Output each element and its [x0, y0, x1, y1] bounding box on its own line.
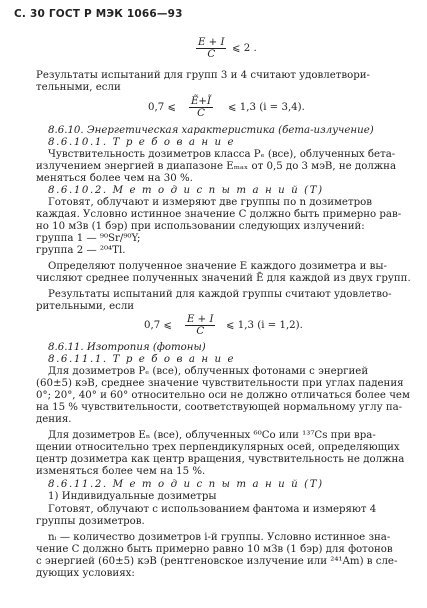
page-header: С. 30 ГОСТ Р МЭК 1066—93	[14, 8, 183, 20]
formula-3-denominator: C	[196, 326, 205, 337]
paragraph-line: Готовят, облучают с использованием фантома и измеряют 4	[48, 504, 377, 515]
formula-3-lhs: 0,7 ⩽	[144, 320, 172, 331]
subsection-heading-method: 8.6.11.2. М е т о д и с п ы т а н и й (Т)	[48, 479, 324, 490]
paragraph-line: центр дозиметра как центр вращения, чувствительность не должна	[36, 454, 405, 465]
paragraph-line: дующих условиях:	[36, 568, 135, 579]
paragraph-line: Чувствительность дозиметров класса Pₑ (все), облученных бета-	[48, 149, 396, 160]
paragraph-line: 1) Индивидуальные дозиметры	[48, 491, 217, 502]
formula-fraction-2	[189, 96, 213, 119]
paragraph-line: чение C должно быть примерно равно 10 мЗв (1 бэр) для фотонов	[36, 544, 393, 555]
paragraph-line: каждая. Условно истинное значение C должно быть примерно рав-	[36, 209, 402, 220]
formula-1-rhs: ⩽ 2 .	[232, 43, 257, 54]
paragraph-line: меняться более чем на 30 %.	[36, 173, 193, 184]
paragraph-line: (60±5) кэВ, среднее значение чувствительности при углах падения	[36, 378, 404, 389]
section-heading-8-6-11: 8.6.11. Изотропия (фотоны)	[48, 342, 206, 353]
paragraph-line: Готовят, облучают и измеряют две группы по n дозиметров	[48, 197, 372, 208]
paragraph-line: рительными, если	[36, 301, 135, 312]
paragraph-line: Для дозиметров Eₙ (все), облученных ⁶⁰Co или ¹³⁷Cs при вра-	[48, 430, 376, 441]
formula-fraction-1	[196, 37, 226, 60]
paragraph-line: 0°; 20°, 40° и 60° относительно оси не должно отличаться более чем	[36, 390, 410, 401]
paragraph-line: излучением энергией в диапазоне Eₘₐₓ от 0,5 до 3 мэВ, не должна	[36, 161, 397, 172]
subsection-heading-method: 8.6.10.2. М е т о д и с п ы т а н и й (Т)	[48, 185, 324, 196]
paragraph-line: Определяют полученное значение E каждого дозиметра и вы-	[48, 261, 387, 272]
formula-1-numerator: E + I	[198, 37, 225, 48]
formula-fraction-3	[185, 314, 215, 337]
paragraph-line: Результаты испытаний для групп 3 и 4 считают удовлетвори-	[36, 70, 370, 81]
paragraph-line: группа 2 — ²⁰⁴Tl.	[36, 245, 126, 256]
subsection-heading-requirement: 8.6.11.1. Т р е б о в а н и е	[48, 354, 236, 365]
formula-2-rhs: ⩽ 1,3 (i = 3,4).	[228, 102, 305, 113]
formula-2-numerator: Ẽ+Ĩ	[191, 96, 211, 107]
section-heading-8-6-10: 8.6.10. Энергетическая характеристика (бета-излучение)	[48, 125, 374, 136]
paragraph-line: тельными, если	[36, 82, 121, 93]
paragraph-line: на 15 % чувствительности, соответствующей нормальному углу па-	[36, 402, 403, 413]
paragraph-line: изменяться более чем на 15 %.	[36, 466, 206, 477]
paragraph-line: дения.	[36, 414, 72, 425]
paragraph-line: с энергией (60±5) кэВ (рентгеновское излучение или ²⁴¹Am) в сле-	[36, 556, 398, 567]
paragraph-line: Результаты испытаний для каждой группы считают удовлетво-	[48, 289, 392, 300]
paragraph-line: nᵢ — количество дозиметров i-й группы. Условно истинное зна-	[48, 532, 391, 543]
subsection-heading-requirement: 8.6.10.1. Т р е б о в а н и е	[48, 137, 236, 148]
paragraph-line: но 10 мЗв (1 бэр) при использовании следующих излучений:	[36, 221, 365, 232]
paragraph-line: числяют среднее полученных значений Ē для каждой из двух групп.	[36, 273, 411, 284]
formula-1-denominator: C	[207, 49, 216, 60]
formula-3-numerator: E + I	[187, 314, 214, 325]
formula-2-lhs: 0,7 ⩽	[148, 102, 176, 113]
formula-3-rhs: ⩽ 1,3 (i = 1,2).	[226, 320, 303, 331]
paragraph-line: щении относительно трех перпендикулярных осей, определяющих	[36, 442, 400, 453]
paragraph-line: Для дозиметров Pₑ (все), облученных фотонами с энергией	[48, 366, 369, 377]
formula-2-denominator: C	[197, 108, 205, 119]
paragraph-line: группы дозиметров.	[36, 516, 145, 527]
paragraph-line: группа 1 — ⁹⁰Sr/⁹⁰Y;	[36, 233, 141, 244]
